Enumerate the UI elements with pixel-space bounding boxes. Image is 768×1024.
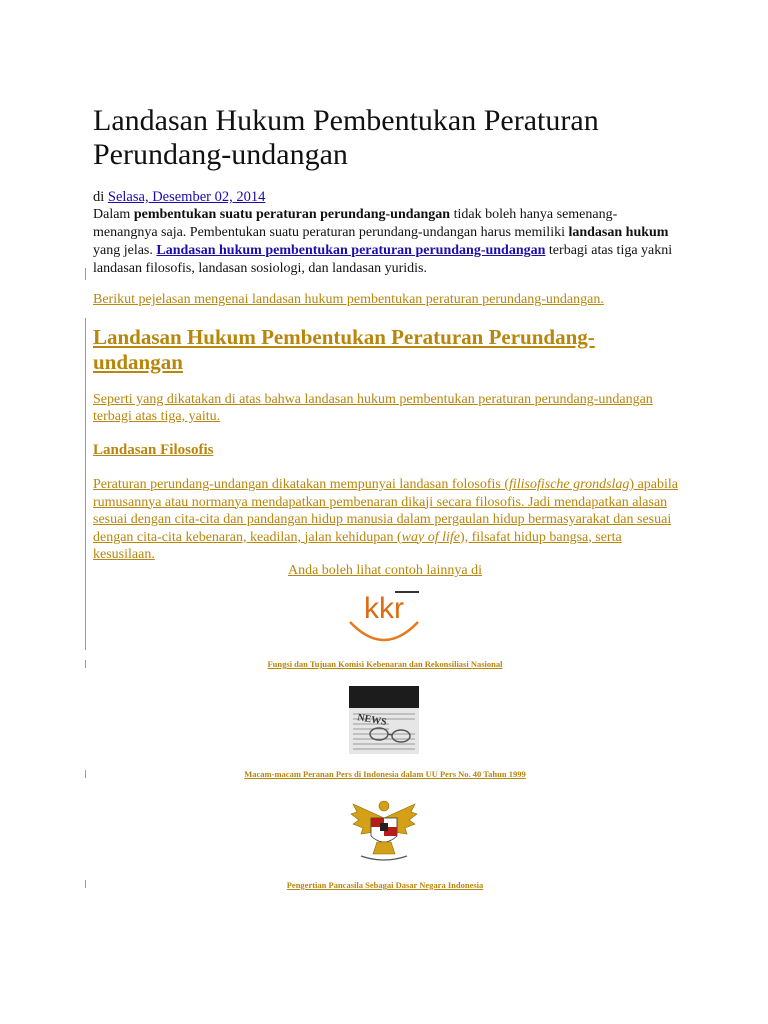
margin-bar [85, 660, 86, 668]
intro-text-1: Dalam [93, 207, 134, 222]
intro-text-3: yang jelas. [93, 243, 157, 258]
intro-paragraph [93, 206, 678, 278]
kkr-logo-text: kkr [364, 592, 404, 625]
post-meta [93, 188, 265, 206]
newspaper-glasses-icon[interactable] [349, 686, 419, 754]
intro-link[interactable]: Landasan hukum pembentukan peraturan perundang-undangan [156, 243, 546, 258]
filosofis-text-3: ), filsafat hidup bangsa, serta kesusilaan. [93, 529, 622, 562]
filosofis-text-1: Peraturan perundang-undangan dikatakan mempunyai landasan folosofis ( [93, 477, 509, 492]
margin-bar [85, 268, 86, 280]
intro-bold-1: pembentukan suatu peraturan perundang-undangan [133, 207, 451, 222]
filosofis-italic-2: way of life [401, 529, 460, 545]
margin-bar [85, 770, 86, 778]
filosofis-italic-1: filisofische grondslag [508, 477, 630, 492]
margin-bar [85, 318, 86, 650]
related-caption-2[interactable]: Macam-macam Peranan Pers di Indonesia dalam UU Pers No. 40 Tahun 1999 [244, 769, 526, 779]
intro-text-2: tidak boleh hanya semenang-menangnya saja. Pembentukan suatu peraturan perundang-undangan harus memiliki [93, 207, 618, 240]
intro-text-4: terbagi atas tiga yakni landasan filosofis, landasan sosiologi, dan landasan yuridis. [93, 243, 673, 276]
date-link[interactable]: Selasa, Desember 02, 2014 [107, 189, 266, 205]
margin-bar [85, 880, 86, 888]
explanation-paragraph[interactable]: Berikut pejelasan mengenai landasan hukum pembentukan peraturan perundang-undangan. [93, 292, 604, 307]
section-intro-paragraph[interactable]: Seperti yang dikatakan di atas bahwa landasan hukum pembentukan peraturan perundang-undangan terbagi atas tiga, yaitu. [93, 392, 653, 424]
more-examples-text[interactable]: Anda boleh lihat contoh lainnya di [287, 563, 482, 578]
related-caption-3[interactable]: Pengertian Pancasila Sebagai Dasar Negara Indonesia [286, 880, 484, 890]
filosofis-text-2: ) apabila rumusannya atau normanya mendapatkan pembenaran dikaji secara filosofis. Jadi mendapatkan alasan sesuai dengan cita-cita dan pandangan hidup manusia dalam pergaulan hidup bermasyarakat dan sesuai dengan cita-cita kebenaran, keadilan, jalan kehidupan ( [93, 477, 679, 545]
kkr-logo-icon[interactable] [343, 586, 425, 648]
news-logo-text: NEWS [356, 712, 388, 729]
article-title: Landasan Hukum Pembentukan Peraturan Perundang-undangan [93, 104, 599, 171]
related-caption-1[interactable]: Fungsi dan Tujuan Komisi Kebenaran dan Rekonsiliasi Nasional [267, 659, 503, 669]
subsection-heading[interactable]: Landasan Filosofis [93, 442, 214, 458]
section-heading[interactable]: Landasan Hukum Pembentukan Peraturan Perundang-undangan [93, 325, 595, 374]
intro-bold-2: landasan hukum [568, 225, 669, 240]
filosofis-paragraph[interactable] [93, 476, 683, 564]
garuda-pancasila-icon[interactable] [347, 796, 421, 864]
date-prefix: di [93, 189, 105, 205]
